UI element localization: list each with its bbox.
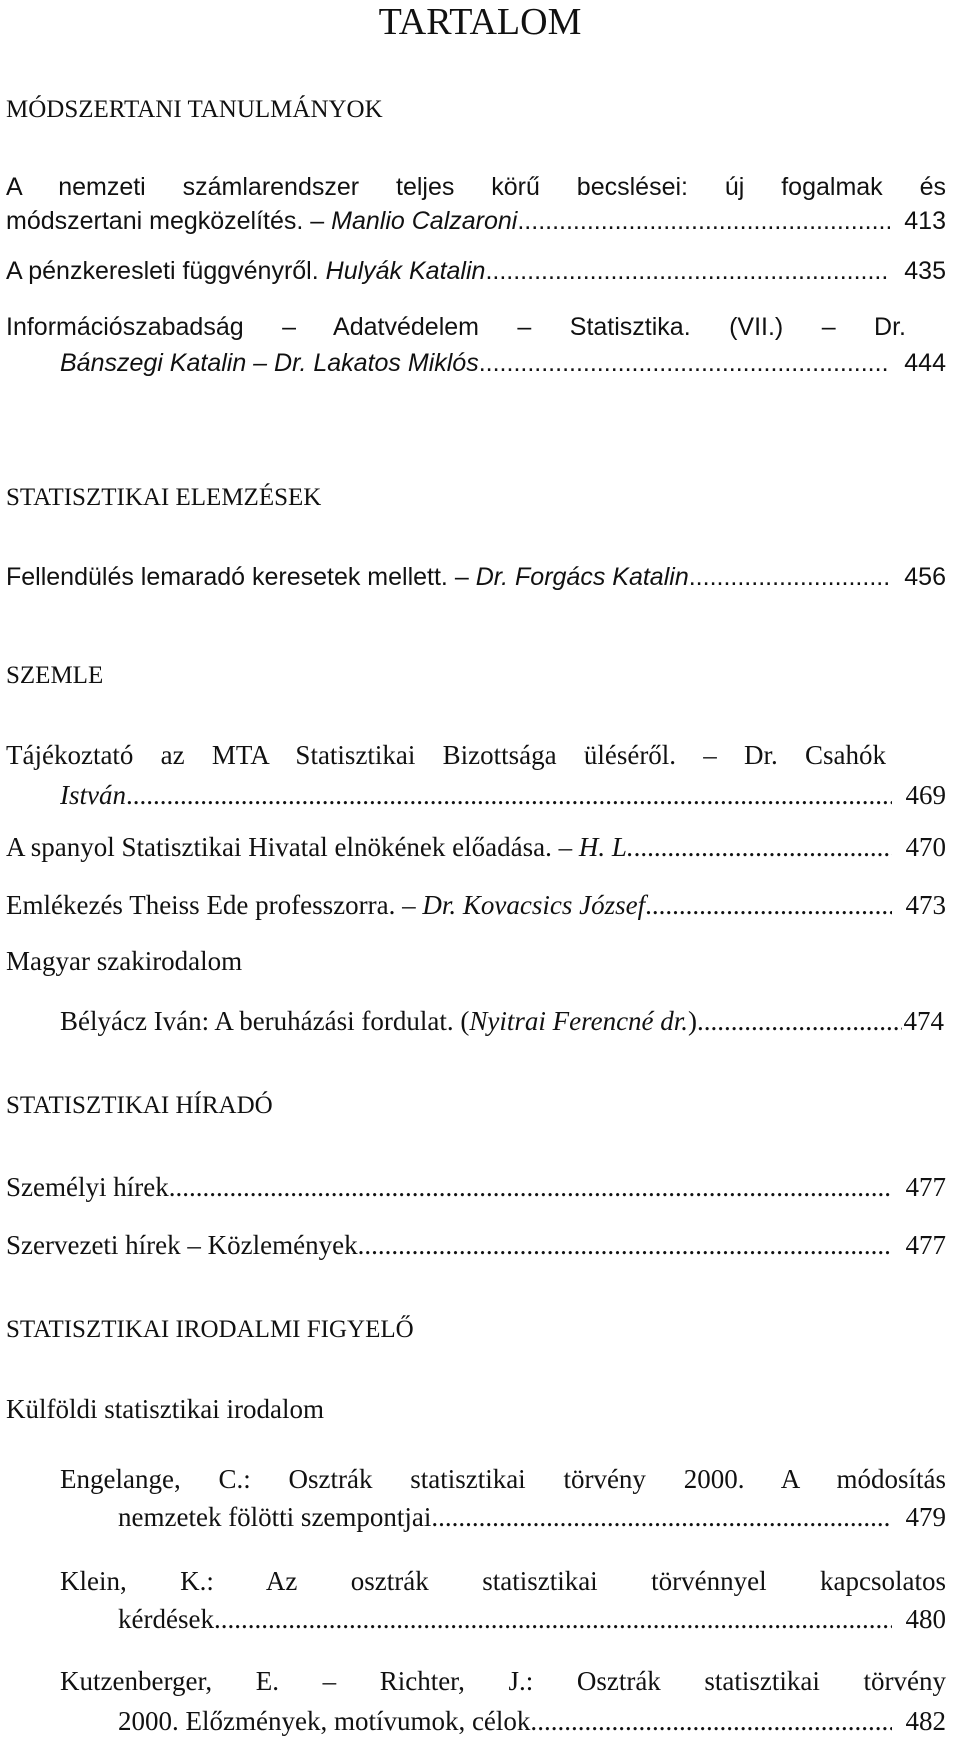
entry-title: Fellendülés lemaradó keresetek mellett. –: [6, 563, 476, 591]
entry-title: Emlékezés Theiss Ede professzorra. –: [6, 890, 423, 920]
toc-entry[interactable]: [6, 1228, 946, 1262]
entry-title: módszertani megközelítés. –: [6, 207, 332, 235]
entry-title-line: Tájékoztató az MTA Statisztikai Bizottsága üléséről. – Dr. Csahók: [6, 740, 886, 770]
entry-title: 2000. Előzmények, motívumok, célok.: [118, 1706, 538, 1736]
dot-leader: [169, 1170, 892, 1204]
entry-author: Hulyák Katalin: [325, 257, 486, 285]
entry-title: A pénzkeresleti függvényről.: [6, 257, 326, 285]
page-number: 473: [905, 890, 946, 920]
entry-title-close: ): [688, 1006, 698, 1036]
page-number: 479: [905, 1502, 946, 1532]
entry-title-line: A nemzeti számlarendszer teljes körű becslései: új fogalmak és: [6, 173, 946, 201]
page-number: 456: [904, 563, 946, 591]
section-heading-elemzesek: STATISZTIKAI ELEMZÉSEK: [6, 484, 322, 511]
dot-leader: [634, 830, 892, 864]
entry-author: István: [60, 780, 126, 810]
entry-title: nemzetek fölötti szempontjai.: [118, 1502, 439, 1532]
page-number: 474: [903, 1006, 944, 1036]
dot-leader: [479, 346, 891, 380]
subsection-heading: Magyar szakirodalom: [6, 946, 243, 976]
dot-leader: [697, 1004, 901, 1038]
section-heading-szemle: SZEMLE: [6, 662, 104, 689]
dot-leader: [645, 888, 891, 922]
page-number: 482: [905, 1706, 946, 1736]
toc-entry[interactable]: [60, 1004, 944, 1038]
page-number: 469: [905, 780, 946, 810]
dot-leader: [221, 1602, 892, 1636]
entry-author: Dr. Forgács Katalin: [475, 563, 689, 591]
page-title: TARTALOM: [378, 1, 582, 43]
entry-title: Személyi hírek: [6, 1172, 169, 1202]
entry-title: kérdések.: [118, 1604, 221, 1634]
page-number: 477: [905, 1230, 946, 1260]
page-number: 435: [904, 257, 946, 285]
dot-leader: [689, 560, 891, 594]
entry-title: Szervezeti hírek – Közlemények: [6, 1230, 358, 1260]
toc-entry[interactable]: [6, 1170, 946, 1204]
toc-entry[interactable]: [6, 254, 946, 288]
page-number: 477: [905, 1172, 946, 1202]
dot-leader: [485, 254, 890, 288]
toc-entry[interactable]: [6, 830, 946, 864]
entry-author: Dr. Kovacsics József: [422, 890, 646, 920]
section-heading-modszertani: MÓDSZERTANI TANULMÁNYOK: [6, 96, 383, 123]
toc-entry[interactable]: [6, 888, 946, 922]
entry-title-line: Engelange, C.: Osztrák statisztikai törvény 2000. A módosítás: [60, 1464, 946, 1494]
section-heading-hirado: STATISZTIKAI HÍRADÓ: [6, 1092, 273, 1119]
toc-entry[interactable]: [118, 1704, 946, 1738]
entry-author: Bánszegi Katalin – Dr. Lakatos Miklós: [60, 349, 479, 377]
page-number: 413: [904, 207, 946, 235]
toc-entry[interactable]: [118, 1602, 946, 1636]
dot-leader: [517, 204, 890, 238]
entry-title: A spanyol Statisztikai Hivatal elnökének előadása. –: [6, 832, 579, 862]
entry-title-line: Információszabadság – Adatvédelem – Statisztika. (VII.) – Dr.: [6, 313, 906, 341]
subsection-heading: Külföldi statisztikai irodalom: [6, 1394, 324, 1424]
dot-leader: [126, 778, 892, 812]
dot-leader: [358, 1228, 892, 1262]
page-number: 480: [905, 1604, 946, 1634]
entry-author: Manlio Calzaroni: [331, 207, 518, 235]
entry-author: Nyitrai Ferencné dr.: [469, 1006, 689, 1036]
dot-leader: [438, 1500, 891, 1534]
entry-title: Bélyácz Iván: A beruházási fordulat. (: [60, 1006, 470, 1036]
toc-entry[interactable]: [6, 204, 946, 238]
dot-leader: [537, 1704, 891, 1738]
section-heading-irodalmi-figyelo: STATISZTIKAI IRODALMI FIGYELŐ: [6, 1316, 414, 1343]
entry-author: H. L.: [578, 832, 634, 862]
toc-entry[interactable]: [6, 560, 946, 594]
toc-entry[interactable]: [118, 1500, 946, 1534]
toc-entry[interactable]: [60, 346, 946, 380]
page-number: 470: [905, 832, 946, 862]
page-number: 444: [904, 349, 946, 377]
entry-title-line: Kutzenberger, E. – Richter, J.: Osztrák statisztikai törvény: [60, 1666, 946, 1696]
toc-entry[interactable]: [60, 778, 946, 812]
entry-title-line: Klein, K.: Az osztrák statisztikai törvénnyel kapcsolatos: [60, 1566, 946, 1596]
